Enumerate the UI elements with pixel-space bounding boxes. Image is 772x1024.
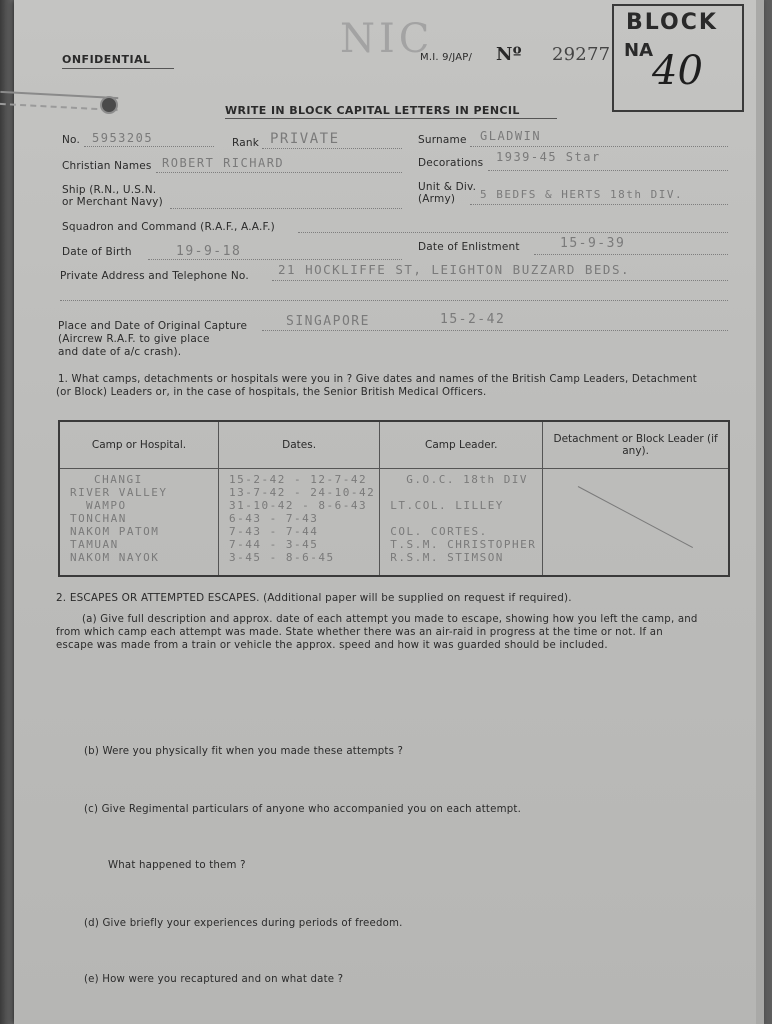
capture-date: 15-2-42 [440, 312, 506, 327]
rank-rule [262, 148, 402, 149]
address-rule-2 [60, 300, 728, 301]
q1-text-1: 1. What camps, detachments or hospitals were you in ? Give dates and names of the British Camp Leaders, Detachment [58, 374, 697, 385]
leaders-cell [380, 469, 543, 577]
instruction-underline [225, 118, 557, 119]
decorations-label: Decorations [418, 157, 484, 169]
header-camp: Camp or Hospital. [59, 421, 219, 469]
instruction-heading: WRITE IN BLOCK CAPITAL LETTERS IN PENCIL [225, 104, 520, 117]
dob-rule [148, 259, 402, 260]
leader-entry: R.S.M. STIMSON [390, 551, 504, 564]
stamp-na-text: NA [624, 40, 653, 61]
stamp-handwritten-number: 40 [652, 48, 703, 94]
nic-watermark: NIC [340, 16, 434, 62]
leader-entry: G.O.C. 18th DIV [406, 473, 529, 486]
stamp-block-text: BLOCK [626, 10, 718, 35]
christian-names-value: ROBERT RICHARD [162, 156, 285, 170]
capture-rule [262, 330, 728, 331]
address-label: Private Address and Telephone No. [60, 270, 249, 282]
q2-c-text: (c) Give Regimental particulars of anyone who accompanied you on each attempt. [84, 804, 522, 815]
date-entry: 7-44 - 3-45 [229, 538, 319, 551]
surname-label: Surname [418, 134, 467, 146]
date-entry: 13-7-42 - 24-10-42 [229, 486, 376, 499]
dob-label: Date of Birth [62, 246, 132, 258]
q2-a-text-2: from which camp each attempt was made. State whether there was an air-raid in progress at the time or not. If an [56, 627, 663, 638]
camp-entry: TAMUAN [70, 538, 119, 551]
camp-entry: NAKOM NAYOK [70, 551, 160, 564]
capture-label-2: (Aircrew R.A.F. to give place [58, 333, 210, 345]
camps-cell [59, 469, 219, 577]
sheet-edge [756, 0, 764, 1024]
detachment-cell [543, 469, 729, 577]
camp-entry: RIVER VALLEY [70, 486, 168, 499]
squadron-label: Squadron and Command (R.A.F., A.A.F.) [62, 221, 275, 233]
date-entry: 6-43 - 7-43 [229, 512, 319, 525]
camp-entry: CHANGI [94, 473, 143, 486]
no-label-field: No. [62, 134, 81, 146]
enlistment-value: 15-9-39 [560, 236, 626, 251]
christian-names-label: Christian Names [62, 160, 152, 172]
rank-label: Rank [232, 137, 260, 149]
leader-entry [390, 512, 538, 525]
address-value: 21 HOCKLIFFE ST, LEIGHTON BUZZARD BEDS. [278, 262, 630, 277]
capture-label-3: and date of a/c crash). [58, 346, 182, 358]
camp-entry: NAKOM PATOM [70, 525, 160, 538]
confidential-underline [62, 68, 174, 69]
camp-entry: WAMPO [86, 499, 127, 512]
address-rule [272, 280, 728, 281]
ship-label-2: or Merchant Navy) [62, 196, 163, 208]
ship-rule [170, 208, 402, 209]
q2-e-text: (e) How were you recaptured and on what date ? [84, 974, 344, 985]
q2-a-text-3: escape was made from a train or vehicle the approx. speed and how it was guarded should be included. [56, 640, 608, 651]
no-value: 5953205 [92, 131, 154, 145]
surname-value: GLADWIN [480, 129, 542, 143]
leader-entry: COL. CORTES. [390, 525, 488, 538]
q2-a-text-1: (a) Give full description and approx. date of each attempt you made to escape, showing how you left the camp, and [82, 614, 698, 625]
date-entry: 7-43 - 7-44 [229, 525, 319, 538]
dates-cell [219, 469, 380, 577]
serial-number: 29277 [552, 44, 611, 65]
q2-title: 2. ESCAPES OR ATTEMPTED ESCAPES. (Additional paper will be supplied on request if required). [56, 592, 572, 604]
squadron-rule [298, 232, 728, 233]
date-entry: 15-2-42 - 12-7-42 [229, 473, 368, 486]
date-entry: 31-10-42 - 8-6-43 [229, 499, 368, 512]
punch-hole [100, 96, 118, 114]
date-entry: 3-45 - 8-6-45 [229, 551, 335, 564]
block-stamp [612, 4, 744, 112]
leader-entry: T.S.M. CHRISTOPHER [390, 538, 537, 551]
camp-entry: TONCHAN [70, 512, 127, 525]
unit-value: 5 BEDFS & HERTS 18th DIV. [480, 188, 684, 201]
decorations-rule [488, 170, 728, 171]
camps-table [58, 420, 730, 577]
q2-c2-text: What happened to them ? [108, 860, 246, 871]
leader-entry [390, 486, 538, 499]
unit-label-1: Unit & Div. [418, 181, 477, 193]
capture-place: SINGAPORE [286, 314, 370, 329]
enlistment-rule [534, 254, 728, 255]
ship-label-1: Ship (R.N., U.S.N. [62, 184, 157, 196]
confidential-label: ONFIDENTIAL [62, 53, 151, 66]
no-label: Nº [496, 44, 522, 65]
ref-label: M.I. 9/JAP/ [420, 52, 473, 63]
leader-entry: LT.COL. LILLEY [390, 499, 504, 512]
no-rule [84, 146, 214, 147]
unit-rule [470, 204, 728, 205]
header-camp-leader: Camp Leader. [380, 421, 543, 469]
dob-value: 19-9-18 [176, 244, 242, 259]
q2-b-text: (b) Were you physically fit when you made these attempts ? [84, 746, 404, 757]
header-detachment-leader: Detachment or Block Leader (if any). [543, 421, 729, 469]
christian-names-rule [156, 172, 402, 173]
surname-rule [470, 146, 728, 147]
q2-d-text: (d) Give briefly your experiences during periods of freedom. [84, 918, 403, 929]
rank-value: PRIVATE [270, 131, 340, 147]
decorations-value: 1939-45 Star [496, 150, 601, 164]
header-dates: Dates. [219, 421, 380, 469]
enlistment-label: Date of Enlistment [418, 241, 520, 253]
q1-text-2: (or Block) Leaders or, in the case of hospitals, the Senior British Medical Officers. [56, 387, 487, 398]
unit-label-2: (Army) [418, 193, 456, 205]
capture-label-1: Place and Date of Original Capture [58, 320, 248, 332]
